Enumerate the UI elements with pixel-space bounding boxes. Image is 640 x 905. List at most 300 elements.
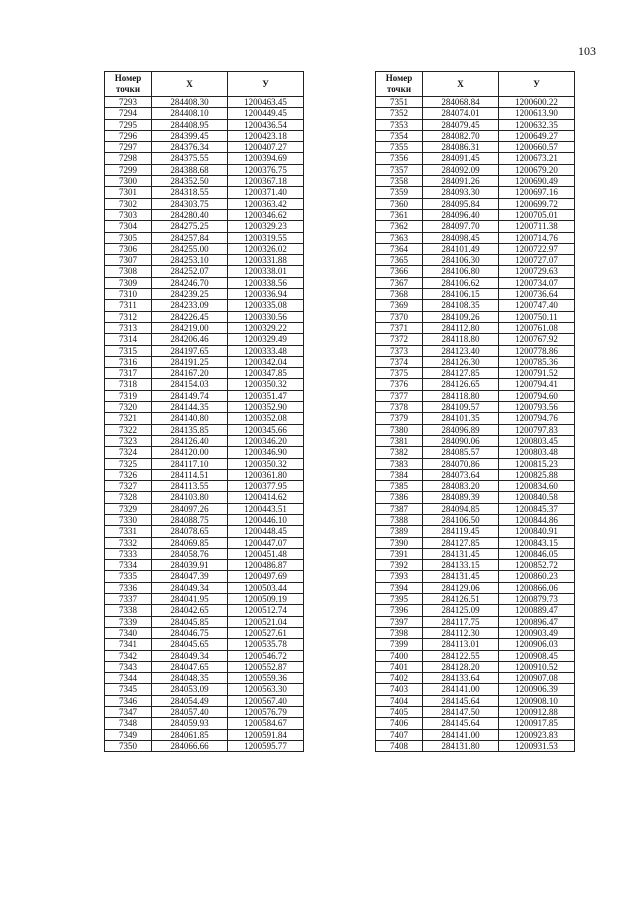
x-cell: 284108.35 (423, 300, 499, 311)
table-row (105, 198, 304, 209)
x-cell: 284073.64 (423, 469, 499, 480)
table-row (376, 402, 575, 413)
point-number-cell: 7366 (376, 266, 423, 277)
point-number-cell: 7305 (105, 232, 152, 243)
point-number-cell: 7330 (105, 514, 152, 525)
x-cell: 284145.64 (423, 695, 499, 706)
x-cell: 284376.34 (152, 142, 228, 153)
y-cell: 1200446.10 (228, 514, 304, 525)
x-cell: 284122.55 (423, 650, 499, 661)
point-number-cell: 7403 (376, 684, 423, 695)
y-cell: 1200803.45 (499, 435, 575, 446)
x-cell: 284096.40 (423, 209, 499, 220)
point-number-cell: 7393 (376, 571, 423, 582)
x-cell: 284091.45 (423, 153, 499, 164)
y-cell: 1200879.73 (499, 594, 575, 605)
y-cell: 1200917.85 (499, 718, 575, 729)
x-cell: 284118.80 (423, 390, 499, 401)
table-row (105, 187, 304, 198)
y-cell: 1200591.84 (228, 729, 304, 740)
y-cell: 1200326.02 (228, 243, 304, 254)
y-cell: 1200845.37 (499, 503, 575, 514)
table-row (376, 243, 575, 254)
x-cell: 284133.15 (423, 560, 499, 571)
x-cell: 284275.25 (152, 221, 228, 232)
table-row (105, 424, 304, 435)
table-row (105, 130, 304, 141)
x-cell: 284123.40 (423, 345, 499, 356)
point-number-cell: 7313 (105, 322, 152, 333)
x-cell: 284112.30 (423, 627, 499, 638)
table-row (105, 582, 304, 593)
table-row (376, 616, 575, 627)
table-row (105, 537, 304, 548)
table-row (105, 514, 304, 525)
table-row (376, 571, 575, 582)
point-number-cell: 7375 (376, 368, 423, 379)
x-cell: 284090.06 (423, 435, 499, 446)
table-row (105, 594, 304, 605)
x-cell: 284219.00 (152, 322, 228, 333)
y-cell: 1200679.20 (499, 164, 575, 175)
table-row (376, 153, 575, 164)
point-number-cell: 7307 (105, 255, 152, 266)
x-cell: 284145.64 (423, 718, 499, 729)
x-cell: 284126.40 (152, 435, 228, 446)
x-cell: 284117.10 (152, 458, 228, 469)
table-row (105, 345, 304, 356)
point-number-cell: 7356 (376, 153, 423, 164)
table-row (105, 322, 304, 333)
y-cell: 1200699.72 (499, 198, 575, 209)
table-row (105, 605, 304, 616)
x-cell: 284068.84 (423, 97, 499, 108)
y-cell: 1200329.49 (228, 334, 304, 345)
y-cell: 1200889.47 (499, 605, 575, 616)
y-cell: 1200844.86 (499, 514, 575, 525)
y-cell: 1200803.48 (499, 447, 575, 458)
x-cell: 284059.93 (152, 718, 228, 729)
x-cell: 284083.20 (423, 481, 499, 492)
x-cell: 284408.30 (152, 97, 228, 108)
y-cell: 1200697.16 (499, 187, 575, 198)
y-cell: 1200486.87 (228, 560, 304, 571)
point-number-cell: 7351 (376, 97, 423, 108)
y-cell: 1200834.60 (499, 481, 575, 492)
y-cell: 1200414.62 (228, 492, 304, 503)
table-row (105, 402, 304, 413)
table-row (376, 119, 575, 130)
table-row (105, 481, 304, 492)
table-row (105, 413, 304, 424)
y-cell: 1200563.30 (228, 684, 304, 695)
y-cell: 1200509.19 (228, 594, 304, 605)
x-cell: 284042.65 (152, 605, 228, 616)
point-number-cell: 7361 (376, 209, 423, 220)
point-number-cell: 7300 (105, 176, 152, 187)
y-cell: 1200793.56 (499, 402, 575, 413)
point-number-cell: 7312 (105, 311, 152, 322)
x-cell: 284154.03 (152, 379, 228, 390)
table-row (105, 266, 304, 277)
table-row (376, 255, 575, 266)
y-cell: 1200521.04 (228, 616, 304, 627)
x-cell: 284057.40 (152, 707, 228, 718)
table-row (376, 481, 575, 492)
y-cell: 1200361.80 (228, 469, 304, 480)
x-cell: 284049.34 (152, 650, 228, 661)
point-number-cell: 7377 (376, 390, 423, 401)
point-number-cell: 7337 (105, 594, 152, 605)
table-row (376, 718, 575, 729)
x-cell: 284048.35 (152, 673, 228, 684)
y-cell: 1200336.94 (228, 289, 304, 300)
table-row (376, 639, 575, 650)
y-cell: 1200584.67 (228, 718, 304, 729)
x-cell: 284106.50 (423, 514, 499, 525)
point-number-cell: 7360 (376, 198, 423, 209)
x-cell: 284097.26 (152, 503, 228, 514)
x-cell: 284118.80 (423, 334, 499, 345)
x-cell: 284167.20 (152, 368, 228, 379)
y-cell: 1200595.77 (228, 740, 304, 751)
y-cell: 1200527.61 (228, 627, 304, 638)
point-number-cell: 7380 (376, 424, 423, 435)
table-row (105, 548, 304, 559)
table-row (376, 390, 575, 401)
x-cell: 284045.85 (152, 616, 228, 627)
point-number-cell: 7391 (376, 548, 423, 559)
table-row (105, 639, 304, 650)
table-row (105, 232, 304, 243)
point-number-cell: 7321 (105, 413, 152, 424)
table-row (105, 684, 304, 695)
table-row (105, 334, 304, 345)
point-number-cell: 7352 (376, 108, 423, 119)
table-row (105, 616, 304, 627)
y-cell: 1200860.23 (499, 571, 575, 582)
y-cell: 1200350.32 (228, 379, 304, 390)
x-cell: 284149.74 (152, 390, 228, 401)
x-cell: 284246.70 (152, 277, 228, 288)
point-number-cell: 7346 (105, 695, 152, 706)
table-row (105, 176, 304, 187)
point-number-cell: 7407 (376, 729, 423, 740)
table-row (105, 661, 304, 672)
table-row (105, 503, 304, 514)
x-cell: 284133.64 (423, 673, 499, 684)
y-cell: 1200352.08 (228, 413, 304, 424)
table-row (105, 356, 304, 367)
x-cell: 284082.70 (423, 130, 499, 141)
x-cell: 284101.35 (423, 413, 499, 424)
point-number-cell: 7367 (376, 277, 423, 288)
y-cell: 1200794.76 (499, 413, 575, 424)
point-number-cell: 7397 (376, 616, 423, 627)
x-cell: 284106.30 (423, 255, 499, 266)
table-row (376, 526, 575, 537)
y-cell: 1200447.07 (228, 537, 304, 548)
x-cell: 284140.80 (152, 413, 228, 424)
point-number-cell: 7336 (105, 582, 152, 593)
table-row (376, 627, 575, 638)
x-cell: 284280.40 (152, 209, 228, 220)
x-cell: 284078.65 (152, 526, 228, 537)
point-number-cell: 7406 (376, 718, 423, 729)
table-row (376, 368, 575, 379)
table-row (105, 718, 304, 729)
point-number-cell: 7379 (376, 413, 423, 424)
y-cell: 1200797.83 (499, 424, 575, 435)
x-cell: 284103.80 (152, 492, 228, 503)
table-row (376, 684, 575, 695)
table-row (105, 289, 304, 300)
point-number-cell: 7372 (376, 334, 423, 345)
point-number-cell: 7395 (376, 594, 423, 605)
x-cell: 284141.00 (423, 684, 499, 695)
point-number-cell: 7399 (376, 639, 423, 650)
point-number-cell: 7298 (105, 153, 152, 164)
point-number-cell: 7349 (105, 729, 152, 740)
table-row (105, 311, 304, 322)
point-number-cell: 7315 (105, 345, 152, 356)
x-cell: 284070.86 (423, 458, 499, 469)
point-number-cell: 7325 (105, 458, 152, 469)
y-cell: 1200352.90 (228, 402, 304, 413)
point-number-cell: 7319 (105, 390, 152, 401)
table-row (376, 334, 575, 345)
y-cell: 1200333.48 (228, 345, 304, 356)
x-cell: 284049.34 (152, 582, 228, 593)
table-row (105, 571, 304, 582)
point-number-cell: 7384 (376, 469, 423, 480)
x-cell: 284069.85 (152, 537, 228, 548)
y-cell: 1200690.49 (499, 176, 575, 187)
x-cell: 284352.50 (152, 176, 228, 187)
point-number-cell: 7371 (376, 322, 423, 333)
table-row (376, 176, 575, 187)
coordinates-table-right (375, 71, 575, 752)
x-cell: 284388.68 (152, 164, 228, 175)
x-cell: 284109.26 (423, 311, 499, 322)
table-row (376, 97, 575, 108)
point-number-cell: 7390 (376, 537, 423, 548)
header-x: X (152, 72, 228, 97)
point-number-cell: 7328 (105, 492, 152, 503)
x-cell: 284126.65 (423, 379, 499, 390)
point-number-cell: 7316 (105, 356, 152, 367)
table-row (105, 740, 304, 751)
table-row (105, 379, 304, 390)
point-number-cell: 7370 (376, 311, 423, 322)
point-number-cell: 7401 (376, 661, 423, 672)
point-number-cell: 7383 (376, 458, 423, 469)
y-cell: 1200825.88 (499, 469, 575, 480)
x-cell: 284126.30 (423, 356, 499, 367)
y-cell: 1200329.22 (228, 322, 304, 333)
y-cell: 1200794.60 (499, 390, 575, 401)
table-row (105, 729, 304, 740)
y-cell: 1200329.23 (228, 221, 304, 232)
point-number-cell: 7342 (105, 650, 152, 661)
point-number-cell: 7362 (376, 221, 423, 232)
y-cell: 1200423.18 (228, 130, 304, 141)
table-row (105, 526, 304, 537)
point-number-cell: 7394 (376, 582, 423, 593)
x-cell: 284252.07 (152, 266, 228, 277)
y-cell: 1200673.21 (499, 153, 575, 164)
point-number-cell: 7297 (105, 142, 152, 153)
x-cell: 284239.25 (152, 289, 228, 300)
point-number-cell: 7293 (105, 97, 152, 108)
x-cell: 284117.75 (423, 616, 499, 627)
table-row (105, 390, 304, 401)
y-cell: 1200346.90 (228, 447, 304, 458)
point-number-cell: 7332 (105, 537, 152, 548)
point-number-cell: 7341 (105, 639, 152, 650)
y-cell: 1200350.32 (228, 458, 304, 469)
table-row (105, 469, 304, 480)
x-cell: 284113.55 (152, 481, 228, 492)
y-cell: 1200649.27 (499, 130, 575, 141)
x-cell: 284318.55 (152, 187, 228, 198)
y-cell: 1200330.56 (228, 311, 304, 322)
table-row (376, 198, 575, 209)
table-row (105, 673, 304, 684)
y-cell: 1200734.07 (499, 277, 575, 288)
x-cell: 284096.89 (423, 424, 499, 435)
table-row (105, 650, 304, 661)
y-cell: 1200906.03 (499, 639, 575, 650)
point-number-cell: 7373 (376, 345, 423, 356)
point-number-cell: 7318 (105, 379, 152, 390)
y-cell: 1200785.36 (499, 356, 575, 367)
table-row (376, 221, 575, 232)
point-number-cell: 7334 (105, 560, 152, 571)
y-cell: 1200843.15 (499, 537, 575, 548)
point-number-cell: 7302 (105, 198, 152, 209)
y-cell: 1200791.52 (499, 368, 575, 379)
point-number-cell: 7363 (376, 232, 423, 243)
x-cell: 284041.95 (152, 594, 228, 605)
y-cell: 1200907.08 (499, 673, 575, 684)
y-cell: 1200903.49 (499, 627, 575, 638)
y-cell: 1200338.01 (228, 266, 304, 277)
table-row (376, 560, 575, 571)
x-cell: 284303.75 (152, 198, 228, 209)
x-cell: 284054.49 (152, 695, 228, 706)
table-row (376, 650, 575, 661)
x-cell: 284039.91 (152, 560, 228, 571)
y-cell: 1200815.23 (499, 458, 575, 469)
point-number-cell: 7344 (105, 673, 152, 684)
x-cell: 284129.06 (423, 582, 499, 593)
point-number-cell: 7304 (105, 221, 152, 232)
y-cell: 1200632.35 (499, 119, 575, 130)
x-cell: 284144.35 (152, 402, 228, 413)
x-cell: 284066.66 (152, 740, 228, 751)
y-cell: 1200363.42 (228, 198, 304, 209)
table-row (105, 108, 304, 119)
table-row (376, 413, 575, 424)
point-number-cell: 7408 (376, 740, 423, 751)
table-row (376, 740, 575, 751)
point-number-cell: 7396 (376, 605, 423, 616)
x-cell: 284141.00 (423, 729, 499, 740)
table-row (376, 661, 575, 672)
point-number-cell: 7355 (376, 142, 423, 153)
point-number-cell: 7310 (105, 289, 152, 300)
point-number-cell: 7398 (376, 627, 423, 638)
table-row (376, 209, 575, 220)
point-number-cell: 7369 (376, 300, 423, 311)
x-cell: 284061.85 (152, 729, 228, 740)
x-cell: 284131.45 (423, 571, 499, 582)
y-cell: 1200736.64 (499, 289, 575, 300)
point-number-cell: 7323 (105, 435, 152, 446)
x-cell: 284131.80 (423, 740, 499, 751)
point-number-cell: 7306 (105, 243, 152, 254)
y-cell: 1200910.52 (499, 661, 575, 672)
header-point-number: Номер точки (105, 72, 152, 97)
point-number-cell: 7345 (105, 684, 152, 695)
point-number-cell: 7386 (376, 492, 423, 503)
table-row (376, 345, 575, 356)
point-number-cell: 7392 (376, 560, 423, 571)
table-row (376, 605, 575, 616)
point-number-cell: 7388 (376, 514, 423, 525)
point-number-cell: 7343 (105, 661, 152, 672)
y-cell: 1200714.76 (499, 232, 575, 243)
table-row (376, 469, 575, 480)
y-cell: 1200576.79 (228, 707, 304, 718)
table-row (105, 458, 304, 469)
y-cell: 1200451.48 (228, 548, 304, 559)
y-cell: 1200896.47 (499, 616, 575, 627)
point-number-cell: 7327 (105, 481, 152, 492)
x-cell: 284114.51 (152, 469, 228, 480)
x-cell: 284097.70 (423, 221, 499, 232)
y-cell: 1200761.08 (499, 322, 575, 333)
x-cell: 284088.75 (152, 514, 228, 525)
y-cell: 1200448.45 (228, 526, 304, 537)
point-number-cell: 7365 (376, 255, 423, 266)
y-cell: 1200711.38 (499, 221, 575, 232)
y-cell: 1200351.47 (228, 390, 304, 401)
table-row (105, 447, 304, 458)
x-cell: 284085.57 (423, 447, 499, 458)
point-number-cell: 7347 (105, 707, 152, 718)
y-cell: 1200407.27 (228, 142, 304, 153)
y-cell: 1200912.88 (499, 707, 575, 718)
point-number-cell: 7364 (376, 243, 423, 254)
table-row (376, 707, 575, 718)
y-cell: 1200319.55 (228, 232, 304, 243)
y-cell: 1200345.66 (228, 424, 304, 435)
x-cell: 284131.45 (423, 548, 499, 559)
table-row (376, 424, 575, 435)
point-number-cell: 7309 (105, 277, 152, 288)
x-cell: 284074.01 (423, 108, 499, 119)
x-cell: 284206.46 (152, 334, 228, 345)
x-cell: 284045.65 (152, 639, 228, 650)
y-cell: 1200660.57 (499, 142, 575, 153)
y-cell: 1200394.69 (228, 153, 304, 164)
table-row (376, 187, 575, 198)
point-number-cell: 7333 (105, 548, 152, 559)
point-number-cell: 7389 (376, 526, 423, 537)
x-cell: 284113.01 (423, 639, 499, 650)
